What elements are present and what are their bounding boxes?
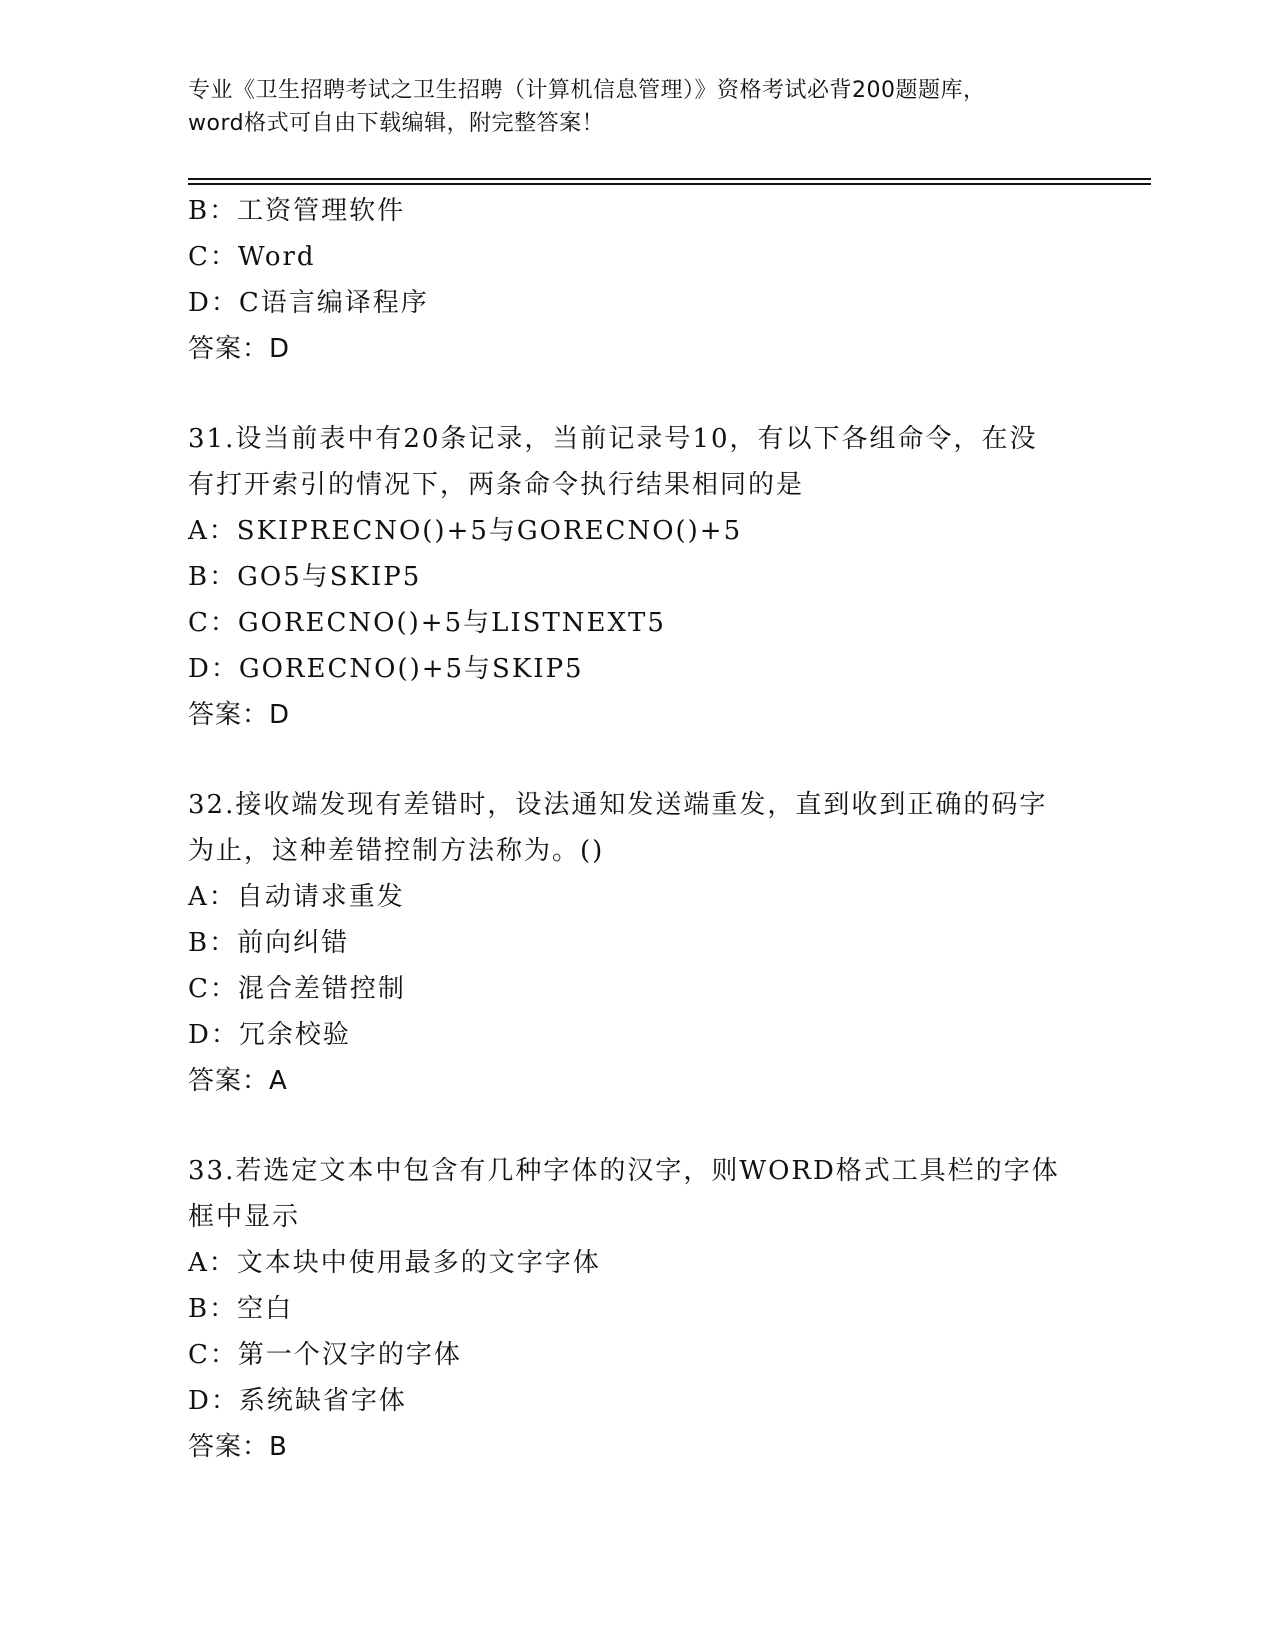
question-stem-line: 为止，这种差错控制方法称为。() [188,836,605,866]
question-stem-line: 有打开索引的情况下，两条命令执行结果相同的是 [188,470,805,500]
option-line: D：冗余校验 [188,1020,351,1050]
option-line: B：工资管理软件 [188,196,406,226]
option-line: C：混合差错控制 [188,974,406,1004]
option-line: D：C语言编译程序 [188,288,429,318]
question-32 [188,782,1088,1104]
option-line: D：系统缺省字体 [188,1386,407,1416]
question-31 [188,416,1088,738]
question-stem-line: 33.若选定文本中包含有几种字体的汉字，则WORD格式工具栏的字体 [188,1156,1060,1186]
header-line-2: word格式可自由下载编辑，附完整答案！ [188,111,605,136]
option-line: C：Word [188,242,316,272]
question-content [188,188,1088,1470]
option-line: B：GO5与SKIP5 [188,562,422,592]
question-stem-line: 框中显示 [188,1202,301,1232]
spacer [188,738,1088,782]
document-header [188,74,1088,140]
header-line-1: 专业《卫生招聘考试之卫生招聘（计算机信息管理）》资格考试必背200题题库， [188,78,986,103]
option-line: A：文本块中使用最多的文字字体 [188,1248,601,1278]
header-divider-bottom [188,183,1151,185]
answer-line: 答案：B [188,1432,288,1462]
question-33 [188,1148,1088,1470]
header-divider-top [188,178,1151,180]
option-line: A：自动请求重发 [188,882,405,912]
question-stem-line: 31.设当前表中有20条记录，当前记录号10，有以下各组命令，在没 [188,424,1038,454]
question-stem-line: 32.接收端发现有差错时，设法通知发送端重发，直到收到正确的码字 [188,790,1048,820]
option-line: C：GORECNO()+5与LISTNEXT5 [188,608,666,638]
option-line: C：第一个汉字的字体 [188,1340,462,1370]
spacer [188,372,1088,416]
answer-line: 答案：A [188,1066,288,1096]
answer-line: 答案：D [188,700,291,730]
option-line: B：空白 [188,1294,294,1324]
option-line: B：前向纠错 [188,928,350,958]
spacer [188,1104,1088,1148]
answer-line: 答案：D [188,334,291,364]
prev-question-block [188,188,1088,372]
option-line: D：GORECNO()+5与SKIP5 [188,654,584,684]
option-line: A：SKIPRECNO()+5与GORECNO()+5 [188,516,743,546]
